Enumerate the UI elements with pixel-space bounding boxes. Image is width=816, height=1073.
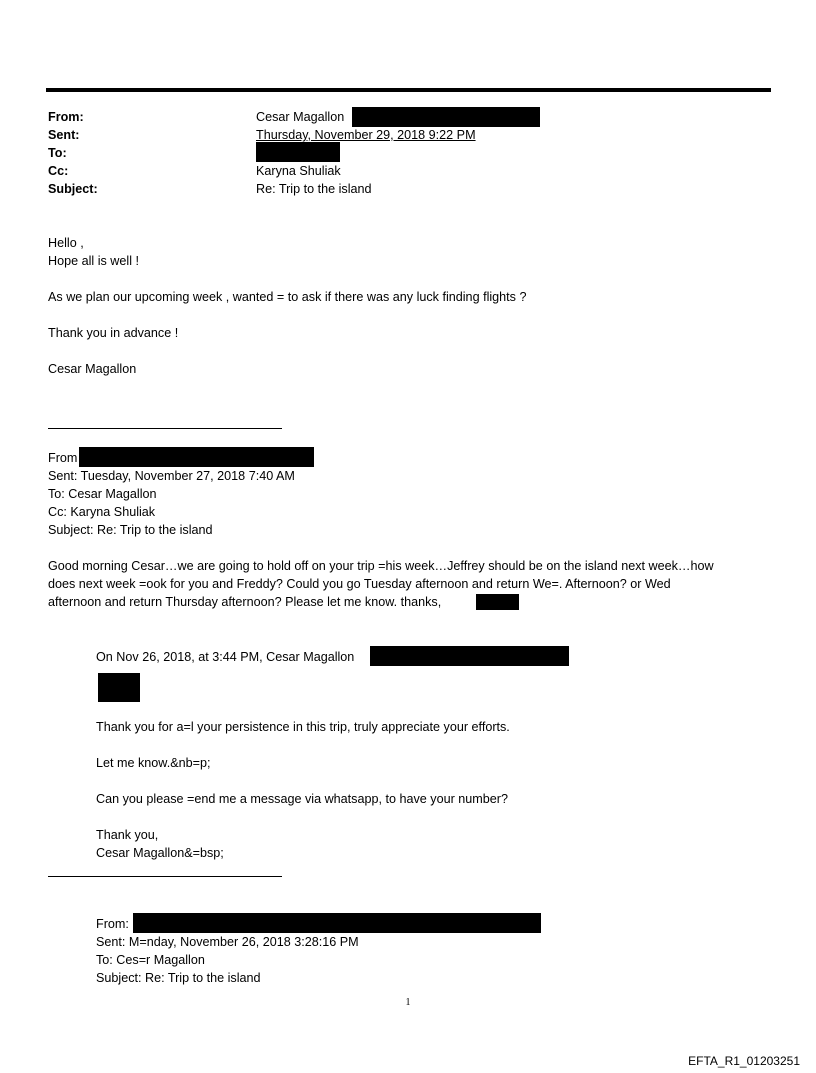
page-number: 1 <box>405 997 411 1008</box>
redaction-quoted-greeting <box>98 673 140 702</box>
reply-from: From <box>48 451 78 465</box>
thanks-line: Thank you in advance ! <box>48 326 179 340</box>
reply-body-line-3: afternoon and return Thursday afternoon? Please let me know. thanks, <box>48 595 442 609</box>
sent-value: Thursday, November 29, 2018 9:22 PM <box>256 128 476 142</box>
redaction-quoted2-sender <box>133 913 541 933</box>
greeting: Hello , <box>48 236 84 250</box>
subject-value: Re: Trip to the island <box>256 182 372 196</box>
quoted2-sent: Sent: M=nday, November 26, 2018 3:28:16 PM <box>96 935 359 949</box>
quoted-signature: Cesar Magallon&=bsp; <box>96 846 224 860</box>
separator <box>48 428 282 429</box>
quoted-intro: On Nov 26, 2018, at 3:44 PM, Cesar Magallon <box>96 650 355 664</box>
question-line: As we plan our upcoming week , wanted = to ask if there was any luck finding flights ? <box>48 290 527 304</box>
reply-to: To: Cesar Magallon <box>48 487 157 501</box>
from-value: Cesar Magallon <box>256 110 345 124</box>
from-label: From: <box>48 110 84 124</box>
sent-label: Sent: <box>48 128 80 142</box>
reply-subject: Subject: Re: Trip to the island <box>48 523 213 537</box>
separator-2 <box>48 876 282 877</box>
signature: Cesar Magallon <box>48 362 137 376</box>
quoted2-to: To: Ces=r Magallon <box>96 953 205 967</box>
message-body <box>48 234 139 270</box>
quoted2-from: From: <box>96 917 129 931</box>
redaction-reply-sender <box>79 447 314 467</box>
quoted-p2: Let me know.&nb=p; <box>96 756 211 770</box>
reply-sent: Sent: Tuesday, November 27, 2018 7:40 AM <box>48 469 295 483</box>
reply-body-line-1: Good morning Cesar…we are going to hold off on your trip =his week…Jeffrey should be on the island next week…how <box>48 559 714 573</box>
hope-line: Hope all is well ! <box>48 254 139 268</box>
cc-label: Cc: <box>48 164 69 178</box>
redaction-from-email <box>352 107 540 127</box>
redaction-to-recipient <box>256 142 340 162</box>
reply-cc: Cc: Karyna Shuliak <box>48 505 156 519</box>
to-label: To: <box>48 146 67 160</box>
reply-body <box>48 557 714 611</box>
quoted-p1: Thank you for a=l your persistence in this trip, truly appreciate your efforts. <box>96 720 510 734</box>
reply-body-line-2: does next week =ook for you and Freddy? Could you go Tuesday afternoon and return We=. Afternoon? or Wed <box>48 577 671 591</box>
quoted2-subject: Subject: Re: Trip to the island <box>96 971 261 985</box>
quoted-closing <box>96 826 224 862</box>
header-top-rule <box>46 88 771 92</box>
cc-value: Karyna Shuliak <box>256 164 341 178</box>
quoted-p3: Can you please =end me a message via whatsapp, to have your number? <box>96 792 508 806</box>
redaction-reply-signature <box>476 594 519 610</box>
redaction-quoted-email <box>370 646 569 666</box>
quoted-thank-you: Thank you, <box>96 828 159 842</box>
bates-number: EFTA_R1_01203251 <box>688 1054 800 1068</box>
subject-label: Subject: <box>48 182 98 196</box>
